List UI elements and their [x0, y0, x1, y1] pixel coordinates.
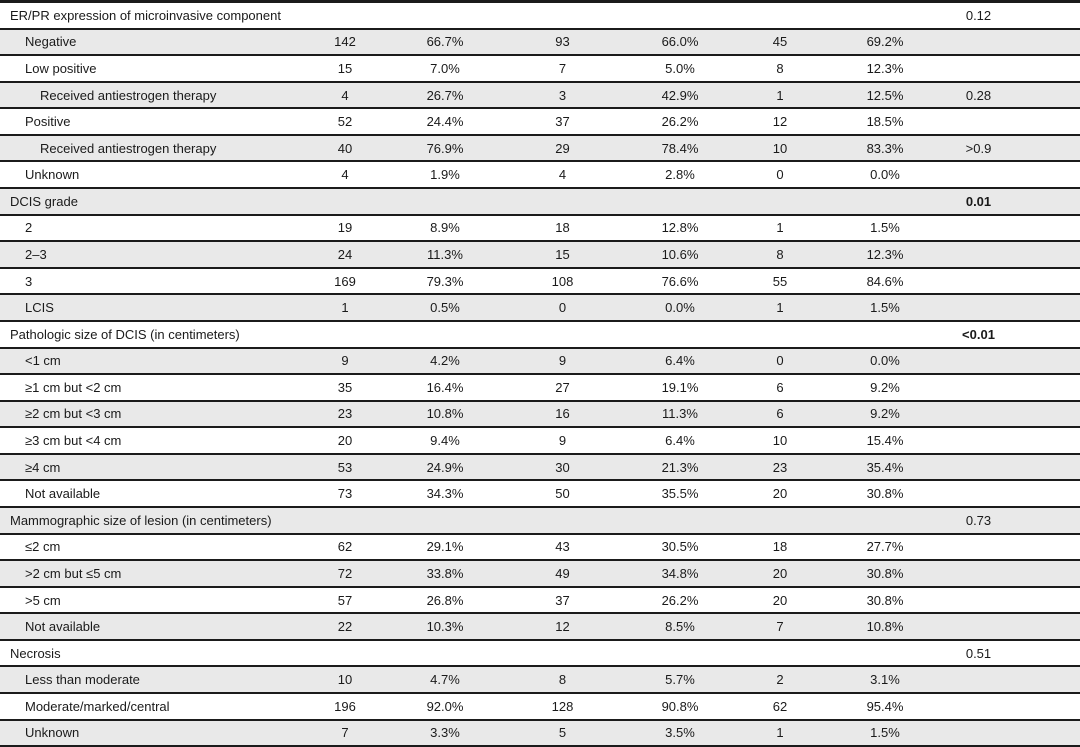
- percent-col-1: 79.3%: [426, 273, 464, 289]
- table-row: [0, 109, 1080, 136]
- percent-col-1: 76.9%: [426, 140, 464, 156]
- table-row: [0, 561, 1080, 588]
- count-col-2: 7: [558, 60, 567, 76]
- percent-col-3: 83.3%: [866, 140, 904, 156]
- percent-col-3: 84.6%: [866, 273, 904, 289]
- table-row: [0, 455, 1080, 482]
- percent-col-1: 4.7%: [430, 672, 460, 688]
- row-label: Mammographic size of lesion (in centimeters): [10, 512, 272, 528]
- percent-col-3: 9.2%: [870, 406, 900, 422]
- count-col-1: 52: [337, 114, 353, 130]
- row-label: 3: [25, 273, 33, 289]
- count-col-2: 9: [558, 433, 567, 449]
- row-label: ≥1 cm but <2 cm: [25, 379, 122, 395]
- percent-col-2: 5.0%: [665, 60, 695, 76]
- count-col-3: 2: [776, 672, 784, 688]
- percent-col-2: 6.4%: [665, 353, 695, 369]
- percent-col-1: 16.4%: [426, 379, 464, 395]
- count-col-2: 30: [555, 459, 570, 475]
- percent-col-1: 1.9%: [430, 167, 460, 183]
- row-label: Not available: [25, 486, 101, 502]
- percent-col-2: 2.8%: [665, 167, 695, 183]
- percent-col-2: 76.6%: [661, 273, 699, 289]
- percent-col-3: 30.8%: [866, 486, 904, 502]
- count-col-3: 1: [776, 300, 784, 316]
- row-label: Low positive: [25, 60, 97, 76]
- count-col-1: 19: [337, 220, 353, 236]
- percent-col-1: 7.0%: [430, 60, 460, 76]
- count-col-1: 1: [341, 300, 349, 316]
- percent-col-3: 1.5%: [870, 220, 900, 236]
- percent-col-2: 3.5%: [665, 725, 695, 741]
- table-row: [0, 375, 1080, 402]
- percent-col-2: 78.4%: [661, 140, 699, 156]
- percent-col-2: 10.6%: [661, 246, 699, 262]
- table-row: [0, 242, 1080, 269]
- count-col-1: 22: [337, 619, 353, 635]
- percent-col-1: 8.9%: [430, 220, 460, 236]
- row-label: Received antiestrogen therapy: [40, 140, 217, 156]
- percent-col-1: 10.3%: [426, 619, 464, 635]
- count-col-3: 10: [772, 433, 788, 449]
- p-value-cell: 0.12: [965, 7, 992, 23]
- percent-col-3: 35.4%: [866, 459, 904, 475]
- count-col-1: 23: [337, 406, 353, 422]
- percent-col-2: 26.2%: [661, 114, 699, 130]
- table-row: [0, 30, 1080, 57]
- count-col-2: 27: [555, 379, 570, 395]
- count-col-3: 23: [772, 459, 788, 475]
- percent-col-3: 18.5%: [866, 114, 904, 130]
- p-value-cell: <0.01: [962, 326, 995, 342]
- count-col-3: 7: [776, 619, 784, 635]
- count-col-2: 16: [555, 406, 570, 422]
- percent-col-1: 24.9%: [426, 459, 464, 475]
- count-col-2: 15: [555, 246, 570, 262]
- percent-col-3: 12.3%: [866, 60, 904, 76]
- row-label: 2: [25, 220, 33, 236]
- count-col-1: 57: [337, 592, 353, 608]
- count-col-2: 108: [551, 273, 574, 289]
- count-col-2: 37: [555, 114, 570, 130]
- count-col-1: 35: [337, 379, 353, 395]
- percent-col-3: 27.7%: [866, 539, 904, 555]
- count-col-3: 55: [772, 273, 788, 289]
- count-col-2: 3: [558, 87, 567, 103]
- row-label: DCIS grade: [10, 193, 78, 209]
- percent-col-3: 0.0%: [870, 353, 900, 369]
- percent-col-2: 6.4%: [665, 433, 695, 449]
- count-col-2: 18: [555, 220, 570, 236]
- row-label: Necrosis: [10, 645, 61, 661]
- section-header-row: [0, 322, 1080, 349]
- percent-col-3: 9.2%: [870, 379, 900, 395]
- count-col-2: 128: [551, 698, 574, 714]
- count-col-2: 12: [555, 619, 570, 635]
- table-row: [0, 694, 1080, 721]
- percent-col-1: 0.5%: [430, 300, 460, 316]
- percent-col-3: 1.5%: [870, 300, 900, 316]
- percent-col-3: 69.2%: [866, 34, 904, 50]
- row-label: LCIS: [25, 300, 54, 316]
- count-col-2: 49: [555, 565, 570, 581]
- count-col-3: 45: [772, 34, 788, 50]
- count-col-1: 73: [337, 486, 353, 502]
- count-col-2: 9: [558, 353, 567, 369]
- percent-col-2: 42.9%: [661, 87, 699, 103]
- percent-col-1: 92.0%: [426, 698, 464, 714]
- table-row: [0, 216, 1080, 243]
- count-col-3: 8: [776, 246, 784, 262]
- row-label: >5 cm: [25, 592, 61, 608]
- row-label: Negative: [25, 34, 77, 50]
- percent-col-1: 9.4%: [430, 433, 460, 449]
- percent-col-1: 34.3%: [426, 486, 464, 502]
- count-col-1: 15: [337, 60, 353, 76]
- percent-col-2: 90.8%: [661, 698, 699, 714]
- row-label: Received antiestrogen therapy: [40, 87, 217, 103]
- row-label: Less than moderate: [25, 672, 140, 688]
- percent-col-3: 12.5%: [866, 87, 904, 103]
- row-label: <1 cm: [25, 353, 61, 369]
- count-col-1: 53: [337, 459, 353, 475]
- count-col-2: 37: [555, 592, 570, 608]
- percent-col-3: 1.5%: [870, 725, 900, 741]
- count-col-1: 169: [334, 273, 356, 289]
- count-col-3: 1: [776, 87, 784, 103]
- percent-col-1: 24.4%: [426, 114, 464, 130]
- percent-col-1: 10.8%: [426, 406, 464, 422]
- row-label: Positive: [25, 114, 71, 130]
- p-value-cell: >0.9: [965, 140, 992, 156]
- count-col-3: 6: [776, 406, 784, 422]
- percent-col-2: 26.2%: [661, 592, 699, 608]
- percent-col-1: 11.3%: [427, 246, 463, 262]
- row-label: ER/PR expression of microinvasive component: [10, 7, 281, 23]
- count-col-1: 9: [341, 353, 349, 369]
- count-col-2: 0: [558, 300, 567, 316]
- p-value-cell: 0.28: [965, 87, 992, 103]
- count-col-3: 10: [772, 140, 788, 156]
- table-row: [0, 349, 1080, 376]
- count-col-2: 8: [558, 672, 567, 688]
- count-col-3: 6: [776, 379, 784, 395]
- percent-col-2: 66.0%: [661, 34, 699, 50]
- count-col-3: 12: [772, 114, 788, 130]
- row-label: 2–3: [25, 246, 47, 262]
- count-col-1: 40: [337, 140, 353, 156]
- row-label: Unknown: [25, 725, 80, 741]
- table-row: [0, 56, 1080, 83]
- percent-col-3: 10.8%: [866, 619, 904, 635]
- row-label: Moderate/marked/central: [25, 698, 170, 714]
- percent-col-1: 33.8%: [426, 565, 464, 581]
- table-row: [0, 402, 1080, 429]
- section-header-row: [0, 3, 1080, 30]
- count-col-3: 62: [772, 698, 788, 714]
- count-col-2: 43: [555, 539, 570, 555]
- count-col-1: 72: [337, 565, 353, 581]
- row-label: ≥2 cm but <3 cm: [25, 406, 122, 422]
- count-col-1: 62: [337, 539, 353, 555]
- count-col-1: 196: [334, 698, 356, 714]
- table-row: [0, 667, 1080, 694]
- count-col-3: 20: [772, 592, 788, 608]
- table-row: [0, 295, 1080, 322]
- table-row: [0, 721, 1080, 747]
- percent-col-1: 3.3%: [430, 725, 460, 741]
- count-col-2: 4: [558, 167, 567, 183]
- count-col-1: 10: [337, 672, 353, 688]
- count-col-2: 50: [555, 486, 570, 502]
- section-header-row: [0, 508, 1080, 535]
- percent-col-2: 11.3%: [662, 406, 698, 422]
- section-header-row: [0, 189, 1080, 216]
- percent-col-3: 12.3%: [866, 246, 904, 262]
- table-row: [0, 481, 1080, 508]
- p-value-cell: 0.51: [965, 645, 992, 661]
- percent-col-1: 4.2%: [430, 353, 460, 369]
- row-label: Not available: [25, 619, 101, 635]
- count-col-3: 20: [772, 486, 788, 502]
- percent-col-2: 8.5%: [665, 619, 695, 635]
- table-row: [0, 269, 1080, 296]
- percent-col-1: 26.8%: [426, 592, 464, 608]
- percent-col-2: 5.7%: [665, 672, 695, 688]
- percent-col-3: 30.8%: [866, 565, 904, 581]
- table-row: [0, 588, 1080, 615]
- table-row: [0, 162, 1080, 189]
- count-col-3: 8: [776, 60, 784, 76]
- count-col-2: 93: [555, 34, 570, 50]
- count-col-1: 7: [341, 725, 349, 741]
- count-col-1: 4: [341, 167, 349, 183]
- percent-col-2: 12.8%: [661, 220, 699, 236]
- percent-col-2: 30.5%: [661, 539, 699, 555]
- row-label: ≤2 cm: [25, 539, 61, 555]
- table-row: [0, 428, 1080, 455]
- percent-col-2: 35.5%: [661, 486, 699, 502]
- row-label: >2 cm but ≤5 cm: [25, 565, 122, 581]
- count-col-1: 4: [341, 87, 349, 103]
- table-row: [0, 535, 1080, 562]
- count-col-2: 29: [555, 140, 570, 156]
- percent-col-2: 34.8%: [661, 565, 699, 581]
- count-col-3: 0: [776, 353, 784, 369]
- table-row: [0, 83, 1080, 110]
- percent-col-2: 21.3%: [661, 459, 699, 475]
- row-label: ≥3 cm but <4 cm: [25, 433, 122, 449]
- count-col-1: 20: [337, 433, 353, 449]
- count-col-3: 0: [776, 167, 784, 183]
- percent-col-2: 19.1%: [661, 379, 699, 395]
- percent-col-3: 15.4%: [866, 433, 904, 449]
- count-col-1: 24: [337, 246, 353, 262]
- percent-col-1: 26.7%: [426, 87, 464, 103]
- percent-col-2: 0.0%: [665, 300, 695, 316]
- percent-col-3: 0.0%: [870, 167, 900, 183]
- row-label: Pathologic size of DCIS (in centimeters): [10, 326, 240, 342]
- count-col-3: 1: [776, 220, 784, 236]
- percent-col-3: 30.8%: [866, 592, 904, 608]
- count-col-1: 142: [334, 34, 356, 50]
- percent-col-3: 3.1%: [870, 672, 900, 688]
- row-label: ≥4 cm: [25, 459, 61, 475]
- section-header-row: [0, 641, 1080, 668]
- count-col-3: 1: [776, 725, 784, 741]
- count-col-2: 5: [558, 725, 567, 741]
- count-col-3: 20: [772, 565, 788, 581]
- percent-col-3: 95.4%: [866, 698, 904, 714]
- count-col-3: 18: [772, 539, 788, 555]
- table-row: [0, 136, 1080, 163]
- row-label: Unknown: [25, 167, 80, 183]
- percent-col-1: 66.7%: [426, 34, 464, 50]
- table-row: [0, 614, 1080, 641]
- p-value-cell: 0.01: [965, 193, 992, 209]
- percent-col-1: 29.1%: [426, 539, 464, 555]
- p-value-cell: 0.73: [965, 512, 992, 528]
